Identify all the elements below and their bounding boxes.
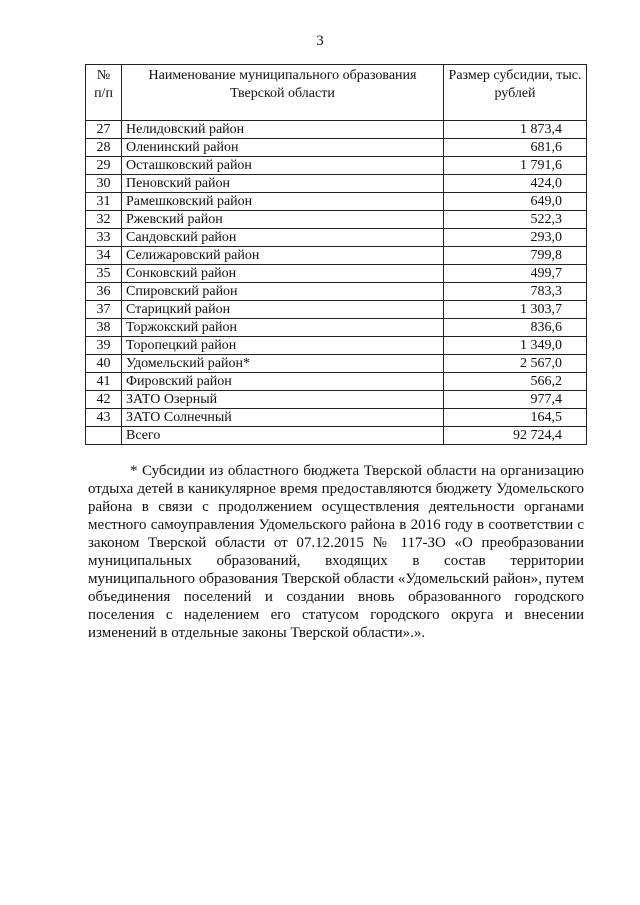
row-number bbox=[86, 427, 122, 445]
row-number: 42 bbox=[86, 391, 122, 409]
row-municipality: Оленинский район bbox=[122, 139, 444, 157]
table-row bbox=[86, 139, 587, 157]
row-number: 39 bbox=[86, 337, 122, 355]
table-header-row bbox=[86, 65, 587, 121]
header-name: Наименование муниципального образования Тверской области bbox=[122, 65, 444, 121]
row-number: 27 bbox=[86, 121, 122, 139]
table-row bbox=[86, 391, 587, 409]
row-number: 37 bbox=[86, 301, 122, 319]
row-municipality: ЗАТО Озерный bbox=[122, 391, 444, 409]
row-number: 43 bbox=[86, 409, 122, 427]
table-row bbox=[86, 175, 587, 193]
row-amount: 424,0 bbox=[444, 175, 587, 193]
row-number: 35 bbox=[86, 265, 122, 283]
row-amount: 164,5 bbox=[444, 409, 587, 427]
row-amount: 522,3 bbox=[444, 211, 587, 229]
row-municipality: Сандовский район bbox=[122, 229, 444, 247]
page-number: 3 bbox=[316, 33, 324, 49]
row-municipality: ЗАТО Солнечный bbox=[122, 409, 444, 427]
row-municipality: Пеновский район bbox=[122, 175, 444, 193]
row-amount: 1 873,4 bbox=[444, 121, 587, 139]
table-row bbox=[86, 337, 587, 355]
table-total-row bbox=[86, 427, 587, 445]
row-municipality: Удомельский район* bbox=[122, 355, 444, 373]
row-amount: 293,0 bbox=[444, 229, 587, 247]
row-municipality: Торопецкий район bbox=[122, 337, 444, 355]
row-municipality: Всего bbox=[122, 427, 444, 445]
row-municipality: Фировский район bbox=[122, 373, 444, 391]
row-number: 30 bbox=[86, 175, 122, 193]
table-row bbox=[86, 409, 587, 427]
table-row bbox=[86, 373, 587, 391]
row-amount: 649,0 bbox=[444, 193, 587, 211]
row-number: 28 bbox=[86, 139, 122, 157]
row-number: 33 bbox=[86, 229, 122, 247]
table-row bbox=[86, 121, 587, 139]
table-row bbox=[86, 211, 587, 229]
table-row bbox=[86, 247, 587, 265]
row-amount: 681,6 bbox=[444, 139, 587, 157]
row-municipality: Торжокский район bbox=[122, 319, 444, 337]
table-row bbox=[86, 355, 587, 373]
row-municipality: Осташковский район bbox=[122, 157, 444, 175]
row-municipality: Рамешковский район bbox=[122, 193, 444, 211]
row-municipality: Селижаровский район bbox=[122, 247, 444, 265]
row-number: 29 bbox=[86, 157, 122, 175]
table-row bbox=[86, 319, 587, 337]
row-number: 31 bbox=[86, 193, 122, 211]
row-amount: 566,2 bbox=[444, 373, 587, 391]
table-row bbox=[86, 301, 587, 319]
row-number: 41 bbox=[86, 373, 122, 391]
row-amount: 499,7 bbox=[444, 265, 587, 283]
row-municipality: Старицкий район bbox=[122, 301, 444, 319]
row-number: 38 bbox=[86, 319, 122, 337]
row-number: 32 bbox=[86, 211, 122, 229]
row-municipality: Сонковский район bbox=[122, 265, 444, 283]
header-num: № п/п bbox=[86, 65, 122, 121]
row-amount: 799,8 bbox=[444, 247, 587, 265]
row-amount: 92 724,4 bbox=[444, 427, 587, 445]
table-body bbox=[86, 121, 587, 445]
table-row bbox=[86, 229, 587, 247]
row-municipality: Ржевский район bbox=[122, 211, 444, 229]
header-amount: Размер субсидии, тыс. рублей bbox=[444, 65, 587, 121]
row-amount: 836,6 bbox=[444, 319, 587, 337]
row-amount: 1 349,0 bbox=[444, 337, 587, 355]
row-amount: 2 567,0 bbox=[444, 355, 587, 373]
table-row bbox=[86, 265, 587, 283]
row-amount: 977,4 bbox=[444, 391, 587, 409]
footnote: * Субсидии из областного бюджета Тверской области на организацию отдыха детей в каникулярное время предоставляются бюджету Удомельского района в связи с продолжением осуществления деятельности органами местного самоуправления Удомельского района в 2016 году в соответствии с законом Тверской области от 07.12.2015 № 117-ЗО «О преобразовании муниципальных образований, входящих в состав территории муниципального образования Тверской области «Удомельский район», путем объединения поселений и создании вновь образованного городского поселения с наделением его статусом городского округа и внесении изменений в отдельные законы Тверской области».». bbox=[88, 463, 584, 641]
row-amount: 783,3 bbox=[444, 283, 587, 301]
subsidy-table bbox=[85, 64, 587, 445]
row-municipality: Спировский район bbox=[122, 283, 444, 301]
table-row bbox=[86, 283, 587, 301]
row-number: 36 bbox=[86, 283, 122, 301]
row-number: 34 bbox=[86, 247, 122, 265]
table-row bbox=[86, 193, 587, 211]
row-number: 40 bbox=[86, 355, 122, 373]
row-amount: 1 791,6 bbox=[444, 157, 587, 175]
row-municipality: Нелидовский район bbox=[122, 121, 444, 139]
row-amount: 1 303,7 bbox=[444, 301, 587, 319]
table-row bbox=[86, 157, 587, 175]
